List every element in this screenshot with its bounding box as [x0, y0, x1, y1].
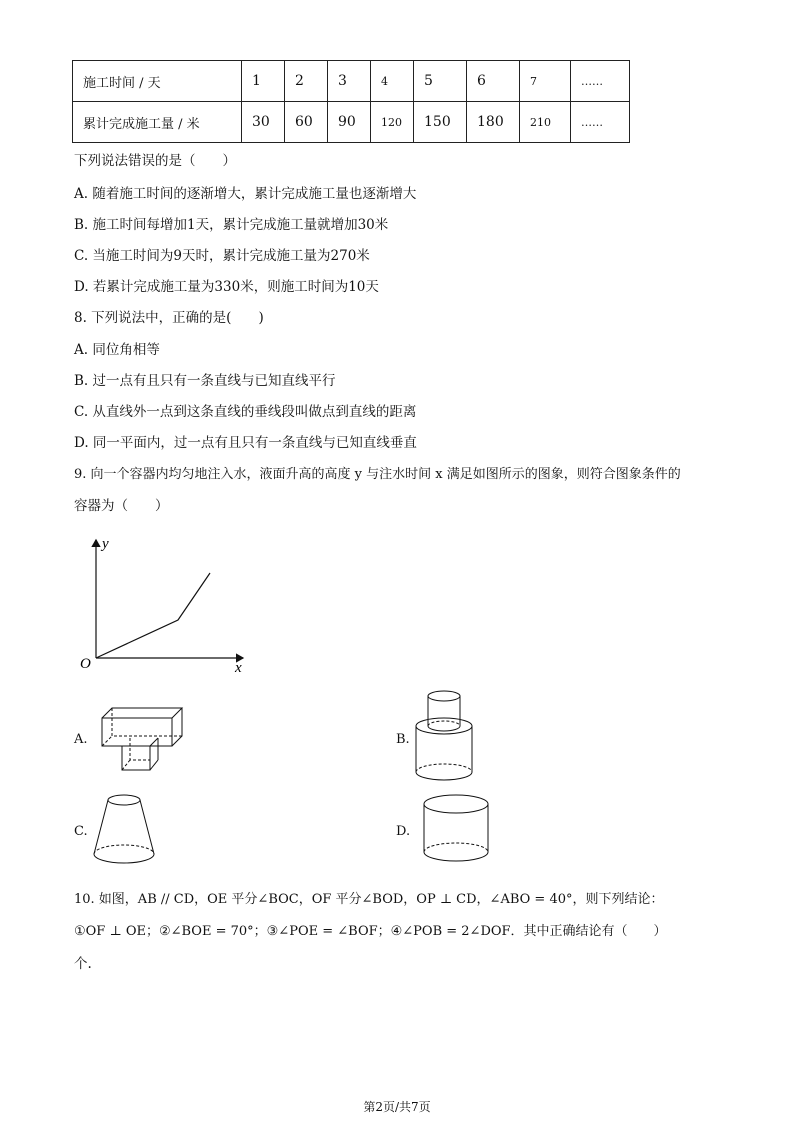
table-header-cell: 施工时间 / 天	[73, 61, 242, 102]
table-cell: 60	[285, 102, 328, 143]
table-cell: 30	[242, 102, 285, 143]
q9-option-b-label: B.	[396, 732, 410, 747]
q8-stem: 8. 下列说法中，正确的是( )	[74, 310, 264, 326]
table-cell: 5	[414, 61, 467, 102]
q9-stem-line1: 9. 向一个容器内均匀地注入水，液面升高的高度 y 与注水时间 x 满足如图所示的图象，则符合图象条件的	[74, 467, 681, 482]
q10-line1: 10. 如图，AB // CD，OE 平分∠BOC，OF 平分∠BOD，OP ⊥ CD，∠ABO = 40°，则下列结论：	[74, 892, 664, 907]
table-row	[73, 102, 630, 143]
container-c-figure	[90, 792, 162, 870]
table-cell: 120	[371, 102, 414, 143]
q10-line3: 个.	[74, 956, 92, 972]
table-cell: 1	[242, 61, 285, 102]
table-cell: 2	[285, 61, 328, 102]
graph-line	[96, 573, 210, 658]
table-cell: 3	[328, 61, 371, 102]
table-cell: 4	[371, 61, 414, 102]
q8-option-d: D. 同一平面内，过一点有且只有一条直线与已知直线垂直	[74, 435, 417, 451]
container-b-figure	[412, 688, 480, 784]
origin-label: O	[80, 656, 91, 672]
q9-graph	[78, 530, 258, 678]
q8-option-c: C. 从直线外一点到这条直线的垂线段叫做点到直线的距离	[74, 404, 417, 420]
table-header-cell: 累计完成施工量 / 米	[73, 102, 242, 143]
x-axis-label: x	[235, 660, 242, 676]
q9-option-c-label: C.	[74, 824, 88, 839]
container-d-figure	[420, 792, 496, 870]
table-row	[73, 61, 630, 102]
table-cell: 6	[467, 61, 520, 102]
table-cell: 210	[520, 102, 571, 143]
q10-line2: ①OF ⊥ OE；②∠BOE = 70°；③∠POE = ∠BOF；④∠POB = 2∠DOF．其中正确结论有（ ）	[74, 924, 667, 939]
q7-option-a: A. 随着施工时间的逐渐增大，累计完成施工量也逐渐增大	[74, 186, 417, 202]
q8-option-b: B. 过一点有且只有一条直线与已知直线平行	[74, 373, 336, 389]
q7-stem: 下列说法错误的是（ ）	[74, 153, 236, 169]
q8-option-a: A. 同位角相等	[74, 342, 160, 358]
table-cell: ……	[571, 61, 630, 102]
y-axis-label: y	[102, 536, 109, 552]
table-cell: 7	[520, 61, 571, 102]
table-cell: ……	[571, 102, 630, 143]
table-cell: 150	[414, 102, 467, 143]
construction-table	[72, 60, 630, 143]
table-cell: 180	[467, 102, 520, 143]
q7-option-d: D. 若累计完成施工量为330米，则施工时间为10天	[74, 279, 379, 295]
q7-option-c: C. 当施工时间为9天时，累计完成施工量为270米	[74, 248, 370, 264]
page-footer: 第2页/共7页	[363, 1100, 431, 1114]
table-cell: 90	[328, 102, 371, 143]
q9-option-a-label: A.	[74, 732, 88, 747]
q9-stem-line2: 容器为（ ）	[74, 498, 169, 514]
q9-option-d-label: D.	[396, 824, 411, 839]
container-a-figure	[98, 702, 190, 774]
q7-option-b: B. 施工时间每增加1天，累计完成施工量就增加30米	[74, 217, 389, 233]
